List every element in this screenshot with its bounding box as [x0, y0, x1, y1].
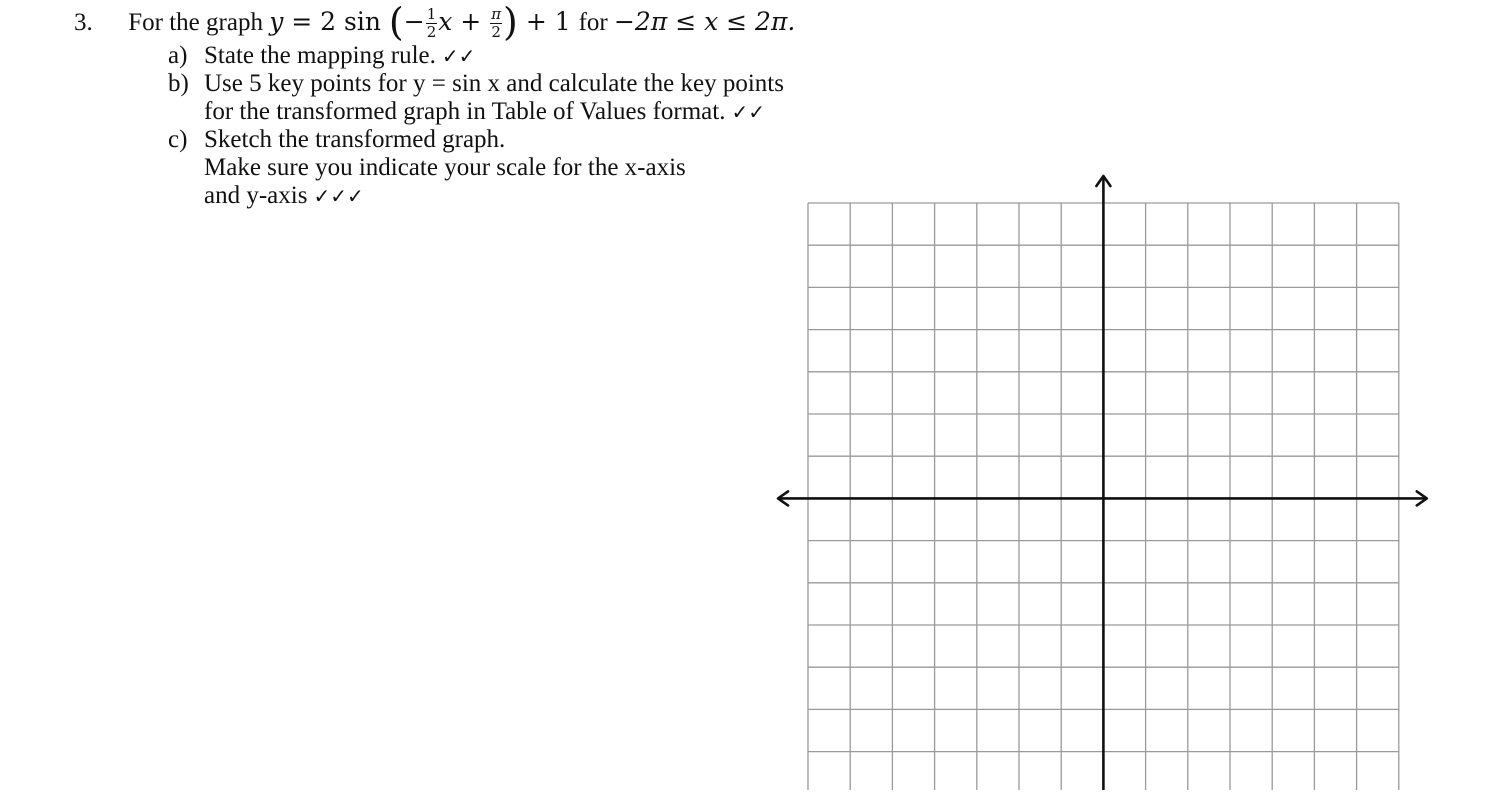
part-line: State the mapping rule. ✓✓ [204, 42, 476, 69]
domain: −2π ≤ x ≤ 2π. [613, 7, 796, 36]
checkmark-icon: ✓✓✓ [313, 184, 364, 208]
eq-equals: = 2 sin [283, 7, 381, 36]
eq-minus: − [403, 7, 425, 36]
eq-x: x [438, 7, 453, 36]
right-paren: ) [503, 0, 518, 44]
part-line: Sketch the transformed graph. [204, 126, 506, 153]
domain-for: for [578, 9, 614, 36]
checkmark-icon: ✓✓ [441, 44, 476, 68]
fraction-pi-half: $\frac{\pi}{2}$ [491, 5, 502, 41]
graph-grid [770, 170, 1440, 795]
eq-tail: + 1 [517, 7, 571, 36]
question-prefix: For the graph [128, 9, 263, 36]
part-a [168, 42, 784, 70]
part-c [168, 126, 784, 210]
part-line: for the transformed graph in Table of Values format. ✓✓ [204, 98, 765, 125]
checkmark-icon: ✓✓ [731, 100, 765, 124]
eq-plus: + [452, 7, 490, 36]
question-line [74, 2, 795, 43]
left-paren: ( [388, 0, 404, 44]
fraction-one-half: $\frac{1}{2}$ [426, 5, 437, 41]
part-line: Make sure you indicate your scale for the x-axis [204, 154, 686, 181]
part-label: a) [168, 42, 188, 69]
grid-svg [770, 170, 1440, 790]
part-label: c) [168, 126, 188, 153]
question-parts [168, 42, 784, 210]
question-number: 3. [74, 9, 93, 36]
part-b [168, 70, 784, 126]
part-label: b) [168, 70, 189, 97]
eq-y: y [269, 7, 284, 36]
part-line: Use 5 key points for y = sin x and calculate the key points [204, 70, 784, 97]
part-line: and y-axis ✓✓✓ [204, 182, 364, 209]
equation [269, 0, 578, 44]
